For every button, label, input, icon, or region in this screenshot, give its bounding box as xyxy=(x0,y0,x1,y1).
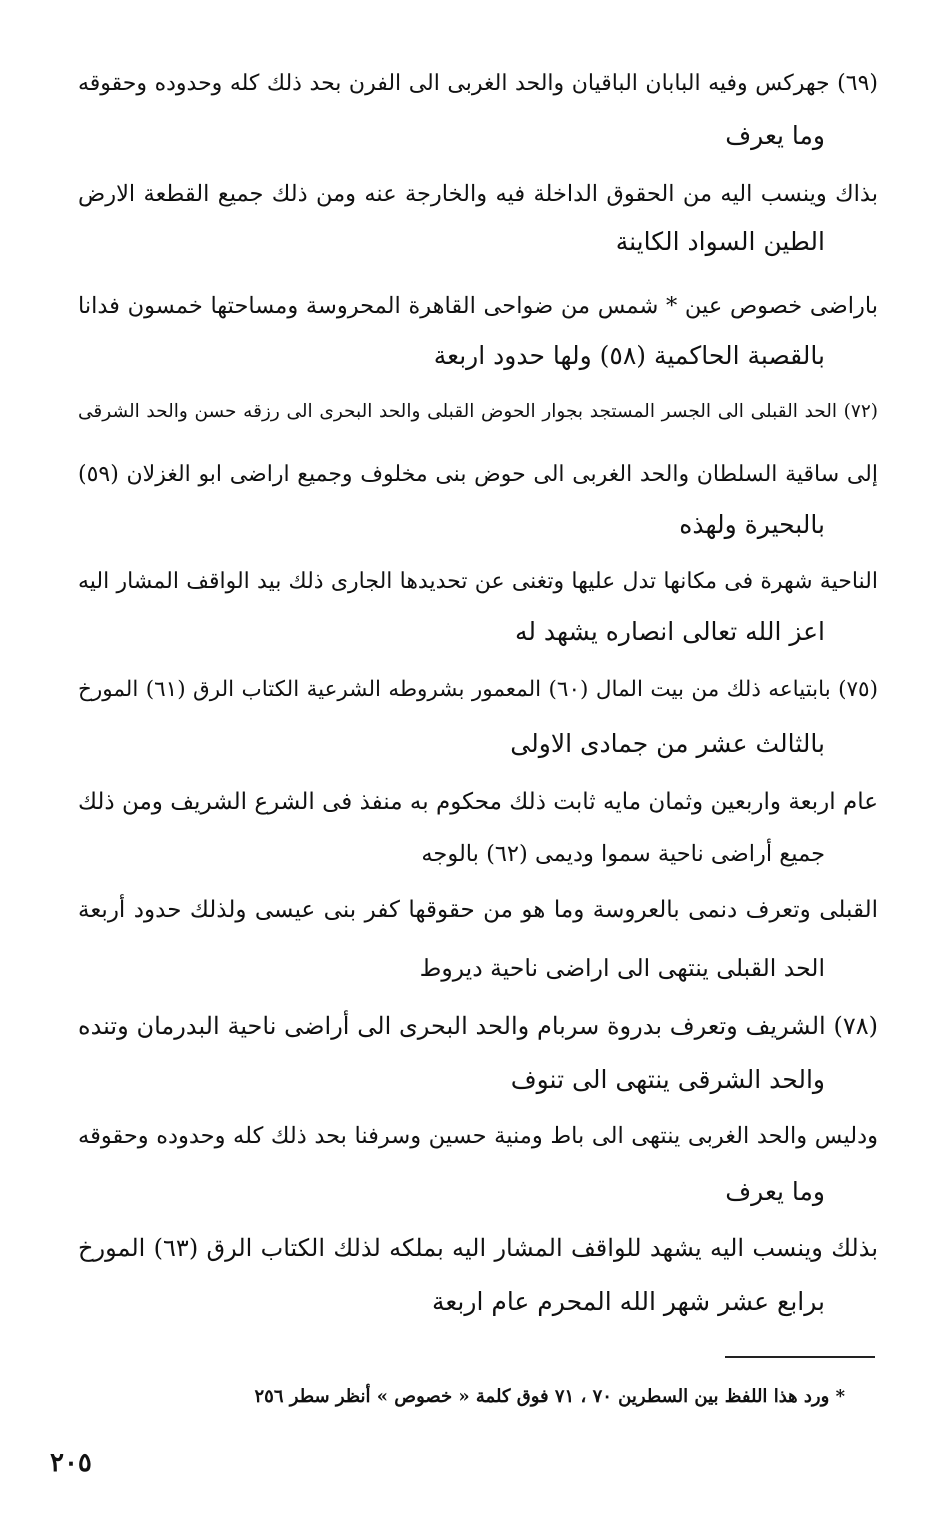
text-line-continuation: جميع أراضى ناحية سموا وديمى (٦٢) بالوجه xyxy=(421,841,825,867)
text-line-continuation: اعز الله تعالى انصاره يشهد له xyxy=(514,617,825,646)
page-number: ٢٠٥ xyxy=(50,1448,92,1478)
text-line: (٦٩) جهركس وفيه البابان الباقيان والحد الغربى الى الفرن بحد ذلك كله وحدوده وحقوقه xyxy=(78,71,878,96)
text-line-continuation: والحد الشرقى ينتهى الى تنوف xyxy=(510,1065,825,1094)
text-line-continuation: بالثالث عشر من جمادى الاولى xyxy=(510,729,825,758)
text-line: إلى ساقية السلطان والحد الغربى الى حوض بنى مخلوف وجميع اراضى ابو الغزلان (٥٩) xyxy=(78,462,878,487)
text-line: باراضى خصوص عين * شمس من ضواحى القاهرة المحروسة ومساحتها خمسون فدانا xyxy=(78,293,878,319)
text-line-continuation: الطين السواد الكاينة xyxy=(615,227,825,256)
text-line: الناحية شهرة فى مكانها تدل عليها وتغنى عن تحديدها الجارى ذلك بيد الواقف المشار اليه xyxy=(78,569,878,594)
text-line-continuation: برابع عشر شهر الله المحرم عام اربعة xyxy=(431,1287,825,1316)
text-line-continuation: بالبحيرة ولهذه xyxy=(679,510,825,539)
text-line: عام اربعة واربعين وثمان مايه ثابت ذلك محكوم به منفذ فى الشرع الشريف ومن ذلك xyxy=(78,789,878,815)
text-line: (٧٨) الشريف وتعرف بدروة سربام والحد البحرى الى أراضى ناحية البدرمان وتنده xyxy=(78,1012,878,1040)
text-line: بذاك وينسب اليه من الحقوق الداخلة فيه والخارجة عنه ومن ذلك جميع القطعة الارض xyxy=(78,181,878,207)
text-line-continuation: وما يعرف xyxy=(725,121,825,150)
text-line-continuation: الحد القبلى ينتهى الى اراضى ناحية ديروط xyxy=(420,954,825,982)
footnote: * ورد هذا اللفظ بين السطرين ٧٠ ، ٧١ فوق كلمة « خصوص » أنظر سطر ٢٥٦ xyxy=(254,1386,845,1407)
text-line: بذلك وينسب اليه يشهد للواقف المشار اليه بملكه لذلك الكتاب الرق (٦٣) المورخ xyxy=(78,1234,878,1262)
footnote-separator xyxy=(725,1356,875,1358)
text-line-continuation: بالقصبة الحاكمية (٥٨) ولها حدود اربعة xyxy=(433,341,825,370)
text-line: ودليس والحد الغربى ينتهى الى باط ومنية حسين وسرفنا بحد ذلك كله وحدوده وحقوقه xyxy=(78,1123,878,1149)
text-line: (٧٢) الحد القبلى الى الجسر المستجد بجوار الحوض القبلى والحد البحرى الى رزقه حسن والحد الشرقى xyxy=(78,401,878,422)
text-line-continuation: وما يعرف xyxy=(725,1177,825,1206)
text-line: القبلى وتعرف دنمى بالعروسة وما هو من حقوقها كفر بنى عيسى ولذلك حدود أربعة xyxy=(78,897,878,923)
text-line: (٧٥) بابتياعه ذلك من بيت المال (٦٠) المعمور بشروطه الشرعية الكتاب الرق (٦١) المورخ xyxy=(78,677,878,702)
